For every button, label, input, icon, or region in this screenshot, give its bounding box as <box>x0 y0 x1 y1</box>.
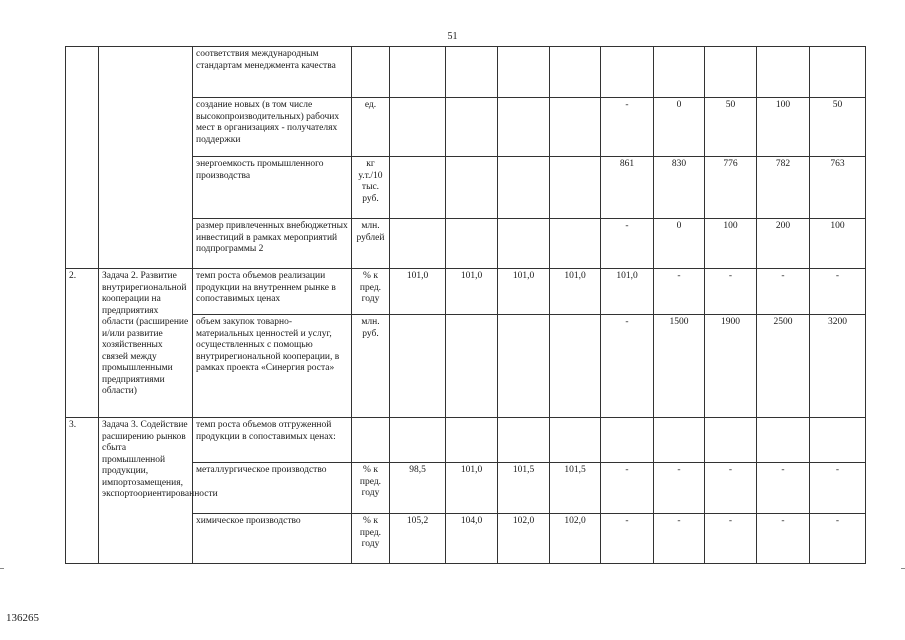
table-row <box>66 47 866 98</box>
value-cell <box>446 418 498 463</box>
table-row <box>66 269 866 315</box>
indicator-cell: темп роста объемов отгруженной продукции в сопоставимых ценах: <box>193 418 352 463</box>
value-cell: 50 <box>810 98 866 157</box>
value-cell: 1900 <box>705 315 757 418</box>
value-cell: 830 <box>654 157 705 219</box>
value-cell <box>446 47 498 98</box>
indicator-cell: металлургическое производство <box>193 463 352 514</box>
value-cell <box>705 47 757 98</box>
value-cell: - <box>601 315 654 418</box>
value-cell <box>550 219 601 269</box>
value-cell <box>446 315 498 418</box>
row-number <box>66 47 99 269</box>
value-cell <box>601 47 654 98</box>
value-cell <box>446 98 498 157</box>
value-cell <box>446 157 498 219</box>
value-cell: 101,0 <box>601 269 654 315</box>
value-cell <box>550 315 601 418</box>
value-cell: - <box>810 269 866 315</box>
unit-cell: % к пред. году <box>352 463 390 514</box>
value-cell <box>550 47 601 98</box>
value-cell: 782 <box>757 157 810 219</box>
document-id: 136265 <box>6 612 39 624</box>
value-cell <box>390 47 446 98</box>
value-cell <box>550 157 601 219</box>
value-cell: 101,0 <box>498 269 550 315</box>
unit-cell: ед. <box>352 98 390 157</box>
value-cell: 776 <box>705 157 757 219</box>
indicator-cell: объем закупок товарно-материальных ценностей и услуг, осуществленных с помощью внутрирегиональной кооперации, в рамках проекта «Синергия роста» <box>193 315 352 418</box>
value-cell: 763 <box>810 157 866 219</box>
value-cell <box>498 315 550 418</box>
unit-cell <box>352 47 390 98</box>
value-cell: 0 <box>654 98 705 157</box>
value-cell: 200 <box>757 219 810 269</box>
indicator-cell: размер привлеченных внебюджетных инвестиций в рамках мероприятий подпрограммы 2 <box>193 219 352 269</box>
value-cell: - <box>705 463 757 514</box>
value-cell <box>446 219 498 269</box>
value-cell <box>550 418 601 463</box>
value-cell: - <box>705 269 757 315</box>
value-cell <box>810 47 866 98</box>
value-cell: - <box>601 463 654 514</box>
value-cell <box>705 418 757 463</box>
unit-cell: млн. рублей <box>352 219 390 269</box>
value-cell: 102,0 <box>498 514 550 564</box>
value-cell: 98,5 <box>390 463 446 514</box>
value-cell: 101,0 <box>446 269 498 315</box>
value-cell: - <box>757 269 810 315</box>
value-cell <box>757 47 810 98</box>
value-cell <box>810 418 866 463</box>
row-number: 2. <box>66 269 99 418</box>
value-cell: 101,0 <box>446 463 498 514</box>
value-cell <box>390 315 446 418</box>
value-cell <box>498 157 550 219</box>
value-cell <box>498 418 550 463</box>
value-cell: - <box>654 514 705 564</box>
value-cell: - <box>757 463 810 514</box>
value-cell <box>498 98 550 157</box>
row-number: 3. <box>66 418 99 564</box>
value-cell: 104,0 <box>446 514 498 564</box>
unit-cell <box>352 418 390 463</box>
value-cell: - <box>705 514 757 564</box>
value-cell: - <box>654 269 705 315</box>
indicator-cell: энергоемкость промышленного производства <box>193 157 352 219</box>
value-cell: - <box>601 514 654 564</box>
value-cell <box>654 47 705 98</box>
value-cell <box>498 47 550 98</box>
page-number: 51 <box>447 31 458 42</box>
indicator-cell: создание новых (в том числе высокопроизводительных) рабочих мест в организациях - получателях поддержки <box>193 98 352 157</box>
value-cell: - <box>654 463 705 514</box>
value-cell: 101,0 <box>550 269 601 315</box>
value-cell: - <box>810 463 866 514</box>
value-cell: 1500 <box>654 315 705 418</box>
indicator-cell: соответствия международным стандартам менеджмента качества <box>193 47 352 98</box>
value-cell <box>498 219 550 269</box>
unit-cell: млн. руб. <box>352 315 390 418</box>
value-cell: 100 <box>757 98 810 157</box>
value-cell: 101,5 <box>550 463 601 514</box>
value-cell: 3200 <box>810 315 866 418</box>
value-cell: 2500 <box>757 315 810 418</box>
indicator-cell: химическое производство <box>193 514 352 564</box>
value-cell: 50 <box>705 98 757 157</box>
value-cell: 101,5 <box>498 463 550 514</box>
scan-edge-mark <box>0 568 4 569</box>
task-cell <box>99 47 193 269</box>
unit-cell: % к пред. году <box>352 514 390 564</box>
value-cell: - <box>601 98 654 157</box>
task-cell: Задача 2. Развитие внутрирегиональной кооперации на предприятиях области (расширение и/или развитие хозяйственных связей между промышленными предприятиями области) <box>99 269 193 418</box>
indicators-table <box>65 46 866 564</box>
value-cell <box>390 219 446 269</box>
value-cell: - <box>810 514 866 564</box>
indicator-cell: темп роста объемов реализации продукции на внутреннем рынке в сопоставимых ценах <box>193 269 352 315</box>
value-cell <box>654 418 705 463</box>
value-cell: 861 <box>601 157 654 219</box>
value-cell: 100 <box>810 219 866 269</box>
value-cell <box>757 418 810 463</box>
value-cell <box>390 157 446 219</box>
value-cell <box>601 418 654 463</box>
unit-cell: кг у.т./10 тыс. руб. <box>352 157 390 219</box>
task-cell: Задача 3. Содействие расширению рынков сбыта промышленной продукции, импортозамещения, экспортоориентированности <box>99 418 193 564</box>
table-row <box>66 418 866 463</box>
value-cell <box>390 418 446 463</box>
value-cell: - <box>757 514 810 564</box>
value-cell: 105,2 <box>390 514 446 564</box>
value-cell: 101,0 <box>390 269 446 315</box>
unit-cell: % к пред. году <box>352 269 390 315</box>
scan-edge-mark <box>901 568 905 569</box>
value-cell: - <box>601 219 654 269</box>
value-cell: 102,0 <box>550 514 601 564</box>
value-cell: 0 <box>654 219 705 269</box>
value-cell <box>390 98 446 157</box>
value-cell: 100 <box>705 219 757 269</box>
value-cell <box>550 98 601 157</box>
